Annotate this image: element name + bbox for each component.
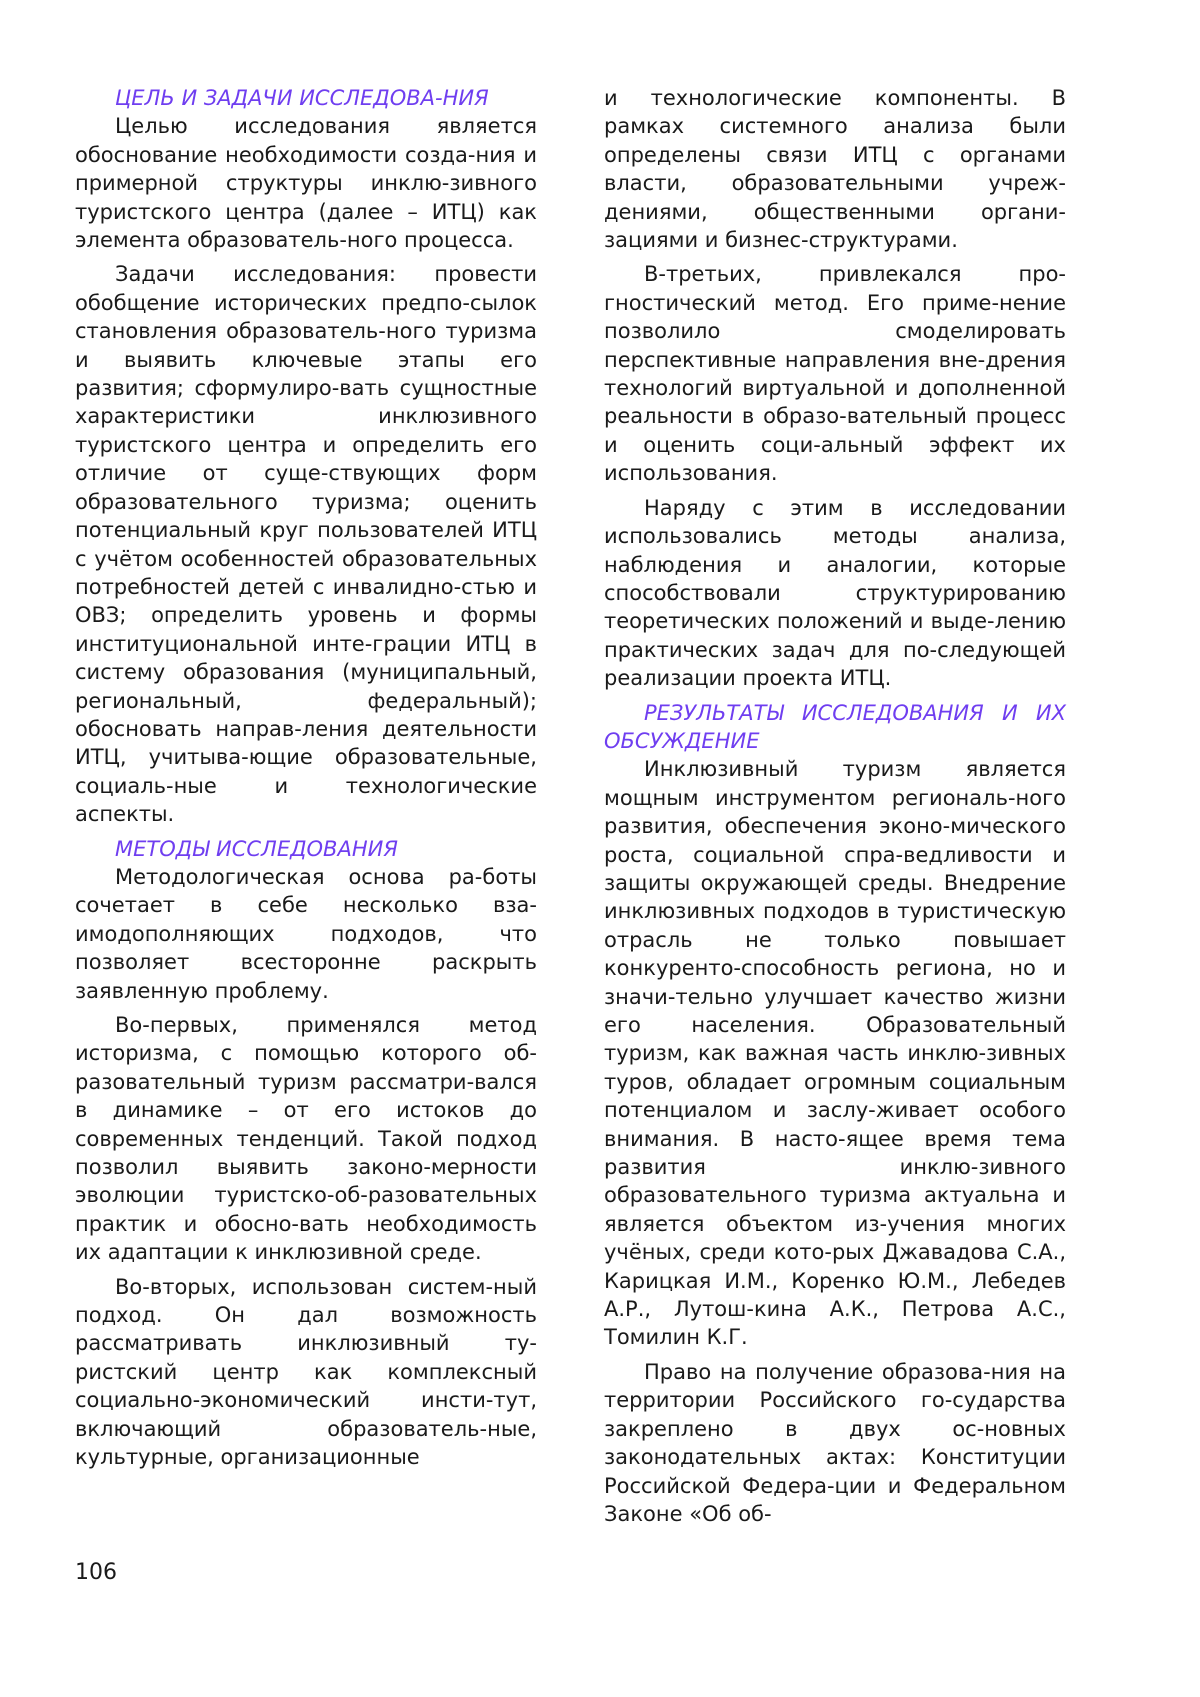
paragraph: Целью исследования является обоснование необходимости созда-ния и примерной структуры инклю-зивного туристского центра (далее – ИТЦ) как элемента образователь-ного процесса. xyxy=(75,112,537,254)
section-heading-results: РЕЗУЛЬТАТЫ ИССЛЕДОВАНИЯ И ИХ ОБСУЖДЕНИЕ xyxy=(604,699,1066,756)
paragraph: и технологические компоненты. В рамках системного анализа были определены связи ИТЦ с органами власти, образовательными учреж-дениями, общественными органи-зациями и бизнес-структурами. xyxy=(604,84,1066,254)
paragraph: В-третьих, привлекался про-гностический метод. Его приме-нение позволило смоделировать перспективные направления вне-дрения технологий виртуальной и дополненной реальности в образо-вательный процесс и оценить соци-альный эффект их использования. xyxy=(604,260,1066,487)
paragraph: Право на получение образова-ния на территории Российского го-сударства закреплено в двух ос-новных законодательных актах: Конституции Российской Федера-ции и Федеральном Законе «Об об- xyxy=(604,1358,1066,1528)
left-column xyxy=(75,84,537,1478)
section-heading-methods: МЕТОДЫ ИССЛЕДОВАНИЯ xyxy=(75,835,537,863)
section-heading-goals: ЦЕЛЬ И ЗАДАЧИ ИССЛЕДОВА-НИЯ xyxy=(75,84,537,112)
paragraph: Инклюзивный туризм является мощным инструментом региональ-ного развития, обеспечения эконо-мического роста, социальной спра-ведливости и защиты окружающей среды. Внедрение инклюзивных подходов в туристическую отрасль не только повышает конкуренто-способность региона, но и значи-тельно улучшает качество жизни его населения. Образовательный туризм, как важная часть инклю-зивных туров, обладает огромным социальным потенциалом и заслу-живает особого внимания. В насто-ящее время тема развития инклю-зивного образовательного туризма актуальна и является объектом из-учения многих учёных, среди кото-рых Джавадова С.А., Карицкая И.М., Коренко Ю.М., Лебедев А.Р., Лутош-кина А.К., Петрова А.С., Томилин К.Г. xyxy=(604,755,1066,1352)
paragraph: Методологическая основа ра-боты сочетает в себе несколько вза-имодополняющих подходов, что позволяет всесторонне раскрыть заявленную проблему. xyxy=(75,863,537,1005)
paragraph: Во-вторых, использован систем-ный подход. Он дал возможность рассматривать инклюзивный ту-ристский центр как комплексный социально-экономический инсти-тут, включающий образователь-ные, культурные, организационные xyxy=(75,1273,537,1472)
paragraph: Задачи исследования: провести обобщение исторических предпо-сылок становления образователь-ного туризма и выявить ключевые этапы его развития; сформулиро-вать сущностные характеристики инклюзивного туристского центра и определить его отличие от суще-ствующих форм образовательного туризма; оценить потенциальный круг пользователей ИТЦ с учётом особенностей образовательных потребностей детей с инвалидно-стью и ОВЗ; определить уровень и формы институциональной инте-грации ИТЦ в систему образования (муниципальный, региональный, федеральный); обосновать направ-ления деятельности ИТЦ, учитыва-ющие образовательные, социаль-ные и технологические аспекты. xyxy=(75,260,537,828)
page-number: 106 xyxy=(75,1560,117,1585)
paragraph: Наряду с этим в исследовании использовались методы анализа, наблюдения и аналогии, которые способствовали структурированию теоретических положений и выде-лению практических задач для по-следующей реализации проекта ИТЦ. xyxy=(604,494,1066,693)
right-column xyxy=(604,84,1066,1534)
paragraph: Во-первых, применялся метод историзма, с помощью которого об-разовательный туризм рассматри-вался в динамике – от его истоков до современных тенденций. Такой подход позволил выявить законо-мерности эволюции туристско-об-разовательных практик и обосно-вать необходимость их адаптации к инклюзивной среде. xyxy=(75,1011,537,1267)
